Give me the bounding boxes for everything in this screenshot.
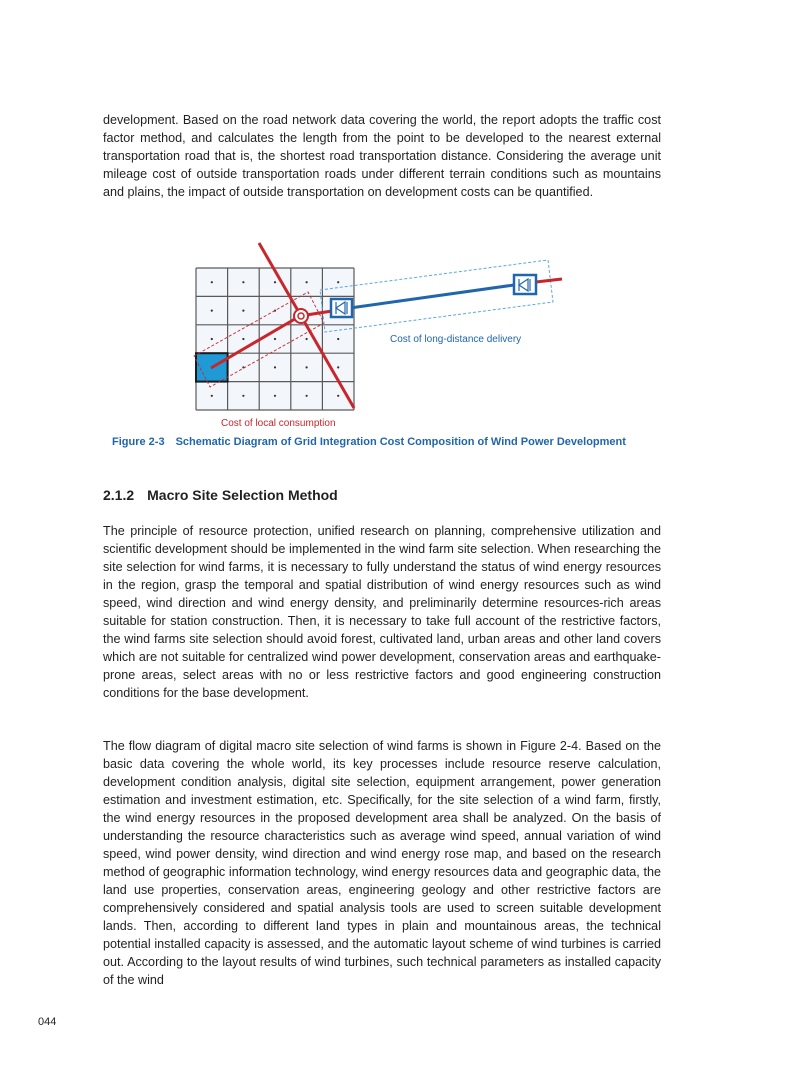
page-number: 044	[38, 1016, 57, 1028]
paragraph-principle: The principle of resource protection, unified research on planning, comprehensive utilization and scientific development should be implemented in the wind farm site selection. When researching the site selection for wind farms, it is necessary to fully understand the status of wind energy resources in the region, grasp the temporal and spatial distribution of wind energy resources such as wind speed, wind direction and wind energy density, and preliminarily determine resources-rich areas suitable for station construction. Then, it is necessary to take full account of the restrictive factors, the wind farms site selection should avoid forest, cultivated land, urban areas and other land covers which are not suitable for centralized wind power development, conservation areas and earthquake-prone areas, select areas with no or less restrictive factors and good engineering construction conditions for the base development.	[103, 524, 661, 700]
label-local-consumption: Cost of local consumption	[221, 418, 336, 429]
site-grid	[196, 268, 354, 410]
section-heading	[103, 487, 338, 503]
figure-caption	[112, 436, 626, 448]
section-title: Macro Site Selection Method	[147, 487, 338, 503]
label-long-distance: Cost of long-distance delivery	[390, 334, 522, 345]
converter-station-icon	[514, 275, 536, 294]
figure-title: Schematic Diagram of Grid Integration Cost Composition of Wind Power Development	[175, 436, 626, 448]
long-distance-line	[350, 285, 514, 308]
paragraph-flow: The flow diagram of digital macro site selection of wind farms is shown in Figure 2-4. Based on the basic data covering the whole world, its key processes include resource reserve calculation, development condition analysis, digital site selection, equipment arrangement, power generation estimation and investment estimation, etc. Specifically, for the site selection of a wind farm, firstly, the wind energy resources in the proposed development area shall be analyzed. On the basis of understanding the resource characteristics such as average wind speed, annual variation of wind speed, wind power density, wind direction and wind energy rose map, and based on the research method of geographic information technology, wind energy resources data and geographic data, the land use properties, conservation areas, engineering geology and other restrictive factors are comprehensively considered and spatial analysis tools are used to screen suitable development lands. Then, according to different land types in plain and mountainous areas, the technical potential installed capacity is assessed, and the automatic layout scheme of wind turbines is carried out. According to the layout results of wind turbines, such technical parameters as installed capacity of the wind	[103, 739, 661, 987]
converter-station-icon	[331, 299, 352, 317]
paragraph-intro: development. Based on the road network data covering the world, the report adopts the traffic cost factor method, and calculates the length from the point to be developed to the nearest external transportation road that is, the shortest road transportation distance. Considering the average unit mileage cost of outside transportation roads under different terrain conditions such as mountains and plains, the impact of outside transportation on development costs can be quantified.	[103, 113, 661, 199]
section-number: 2.1.2	[103, 487, 135, 503]
figure-number: Figure 2-3	[112, 436, 165, 448]
substation-icon	[294, 309, 308, 323]
